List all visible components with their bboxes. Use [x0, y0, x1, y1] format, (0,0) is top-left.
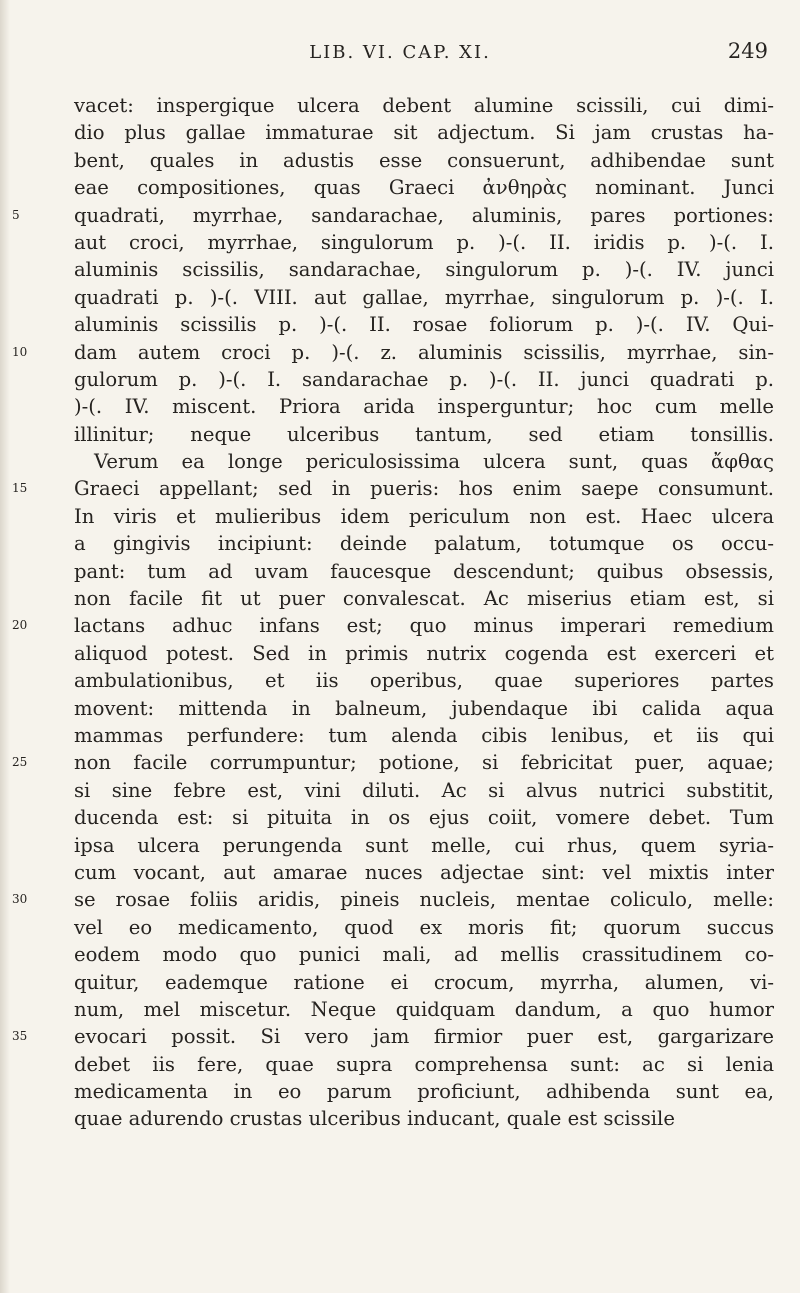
line-text: gulorum p. )-(. I. sandarachae p. )-(. II. junci quadrati p.: [74, 367, 774, 391]
body-text: [12, 92, 774, 1133]
line-text: quitur, eademque ratione ei crocum, myrrha, alumen, vi-: [74, 970, 774, 994]
line-text: pant: tum ad uvam faucesque descendunt; quibus obsessis,: [74, 559, 774, 583]
line-text: movent: mittenda in balneum, jubendaque ibi calida aqua: [74, 696, 774, 720]
text-line: [12, 202, 774, 229]
line-text: se rosae foliis aridis, pineis nucleis, mentae coliculo, melle:: [74, 888, 774, 912]
text-line: [74, 832, 774, 859]
line-text: medicamenta in eo parum proficiunt, adhibenda sunt ea,: [74, 1080, 774, 1104]
text-line: [12, 339, 774, 366]
text-line: [74, 804, 774, 831]
line-text: Graeci appellant; sed in pueris: hos enim saepe consumunt.: [74, 477, 774, 501]
page-number: 249: [727, 39, 768, 63]
line-text: dam autem croci p. )-(. z. aluminis scissilis, myrrhae, sin-: [74, 340, 774, 364]
line-text: bent, quales in adustis esse consuerunt, adhibendae sunt: [74, 148, 774, 172]
line-text: In viris et mulieribus idem periculum non est. Haec ulcera: [74, 504, 774, 528]
text-line: [74, 147, 774, 174]
text-line: [74, 914, 774, 941]
line-number: 10: [12, 344, 28, 359]
text-line: [74, 1078, 774, 1105]
line-text: eodem modo quo punici mali, ad mellis crassitudinem co-: [74, 943, 774, 967]
line-text: aluminis scissilis p. )-(. II. rosae foliorum p. )-(. IV. Qui-: [74, 313, 774, 337]
text-line: [74, 229, 774, 256]
line-text: quadrati, myrrhae, sandarachae, aluminis, pares portiones:: [74, 203, 774, 227]
text-line: [74, 585, 774, 612]
line-text: Verum ea longe periculosissima ulcera sunt, quas ἄφθας: [94, 450, 774, 474]
text-line: [74, 256, 774, 283]
text-line: [74, 393, 774, 420]
text-line: [74, 421, 774, 448]
line-text: non facile corrumpuntur; potione, si febricitat puer, aquae;: [74, 751, 774, 775]
line-number: 5: [12, 207, 20, 222]
line-text: evocari possit. Si vero jam firmior puer est, gargarizare: [74, 1025, 774, 1049]
text-line: [74, 996, 774, 1023]
line-text: quadrati p. )-(. VIII. aut gallae, myrrhae, singulorum p. )-(. I.: [74, 285, 774, 309]
line-text: a gingivis incipiunt: deinde palatum, totumque os occu-: [74, 532, 774, 556]
line-text: ipsa ulcera perungenda sunt melle, cui rhus, quem syria-: [74, 833, 774, 857]
text-line: [74, 1105, 774, 1132]
line-text: eae compositiones, quas Graeci ἀνθηρὰς nominant. Junci: [74, 176, 774, 200]
text-line: [12, 886, 774, 913]
page-binding-edge: [0, 0, 10, 1293]
line-number: 35: [12, 1029, 28, 1044]
line-text: num, mel miscetur. Neque quidquam dandum, a quo humor: [74, 997, 774, 1021]
line-text: lactans adhuc infans est; quo minus imperari remedium: [74, 614, 774, 638]
text-line: [74, 969, 774, 996]
line-text: dio plus gallae immaturae sit adjectum. Si jam crustas ha-: [74, 121, 774, 145]
text-line: [12, 475, 774, 502]
line-text: aliquod potest. Sed in primis nutrix cogenda est exerceri et: [74, 641, 774, 665]
text-line: [74, 366, 774, 393]
running-header: LIB. VI. CAP. XI.: [309, 42, 491, 63]
text-line: [74, 777, 774, 804]
line-number: 15: [12, 481, 28, 496]
line-text: aluminis scissilis, sandarachae, singulorum p. )-(. IV. junci: [74, 258, 774, 282]
line-text: )-(. IV. miscent. Priora arida insperguntur; hoc cum melle: [74, 395, 774, 419]
line-text: debet iis fere, quae supra comprehensa sunt: ac si lenia: [74, 1052, 774, 1076]
text-line: [12, 612, 774, 639]
line-text: si sine febre est, vini diluti. Ac si alvus nutrici substitit,: [74, 778, 774, 802]
text-line: [74, 174, 774, 201]
line-text: illinitur; neque ulceribus tantum, sed etiam tonsillis.: [74, 422, 774, 446]
line-text: quae adurendo crustas ulceribus inducant, quale est scissile: [74, 1107, 675, 1131]
text-line: [12, 1023, 774, 1050]
line-text: aut croci, myrrhae, singulorum p. )-(. II. iridis p. )-(. I.: [74, 230, 774, 254]
text-line: [74, 695, 774, 722]
line-text: ducenda est: si pituita in os ejus coiit, vomere debet. Tum: [74, 806, 774, 830]
line-text: non facile fit ut puer convalescat. Ac miserius etiam est, si: [74, 587, 774, 611]
text-line: [74, 859, 774, 886]
line-text: vacet: inspergique ulcera debent alumine scissili, cui dimi-: [74, 94, 774, 117]
text-line: [74, 640, 774, 667]
text-line: [74, 92, 774, 119]
text-line: [74, 1051, 774, 1078]
text-line: [74, 722, 774, 749]
text-line: [74, 311, 774, 338]
line-text: vel eo medicamento, quod ex moris fit; quorum succus: [74, 915, 774, 939]
text-line: [74, 119, 774, 146]
line-number: 30: [12, 892, 28, 907]
text-line: [12, 749, 774, 776]
line-number: 25: [12, 755, 28, 770]
text-line: [74, 284, 774, 311]
line-number: 20: [12, 618, 28, 633]
line-text: ambulationibus, et iis operibus, quae superiores partes: [74, 669, 774, 693]
text-line: [74, 941, 774, 968]
line-text: cum vocant, aut amarae nuces adjectae sint: vel mixtis inter: [74, 860, 774, 884]
text-line: [74, 448, 774, 475]
text-line: [74, 558, 774, 585]
text-line: [74, 530, 774, 557]
line-text: mammas perfundere: tum alenda cibis lenibus, et iis qui: [74, 723, 774, 747]
text-line: [74, 667, 774, 694]
text-line: [74, 503, 774, 530]
